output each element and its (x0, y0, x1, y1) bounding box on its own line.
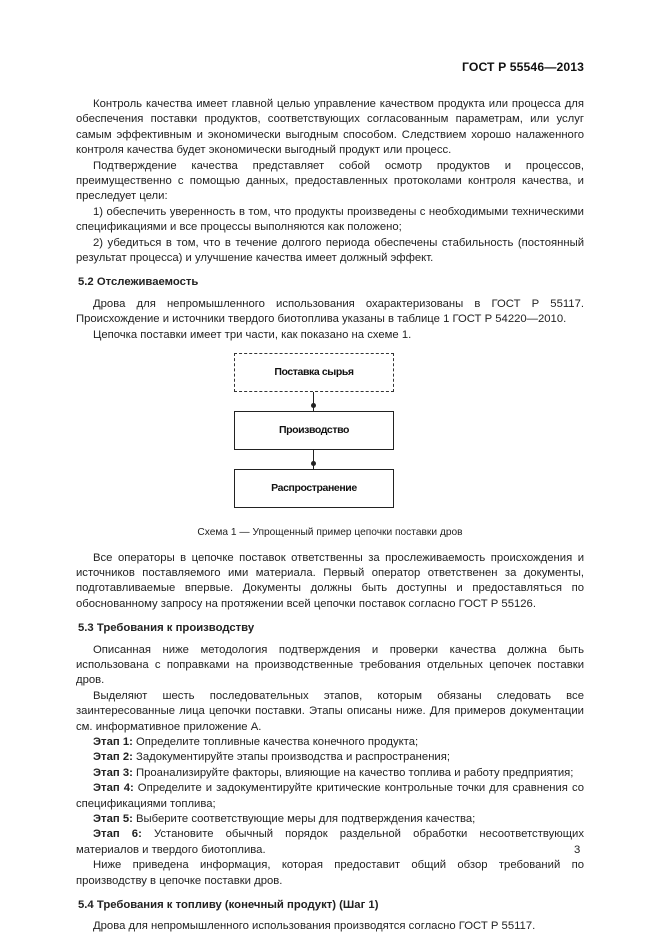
diagram-connector-2 (313, 450, 314, 469)
standard-header: ГОСТ Р 55546—2013 (462, 60, 584, 74)
step-label: Этап 6: (93, 828, 142, 841)
list-item-goal-2: 2) убедиться в том, что в течение долгого периода обеспечены стабильность (постоянный результат процесса) и улучшение качества имеет должный эффект. (76, 236, 584, 265)
step-text: Задокументируйте этапы производства и распространения; (132, 751, 450, 764)
page-content (76, 97, 584, 935)
step-text: Определите и задокументируйте критические контрольные точки для сравнения со спецификациями топлива; (76, 782, 585, 810)
paragraph-six-stages: Выделяют шесть последовательных этапов, которым обязаны следовать все заинтересованные лица цепочки поставки. Этапы описаны ниже. Для примеров документации см. информативное приложение А. (76, 689, 584, 733)
step-text: Выберите соответствующие меры для подтверждения качества; (132, 813, 476, 825)
step-1 (76, 735, 584, 750)
diagram-box-raw-supply: Поставка сырья (234, 353, 394, 392)
list-item-goal-1: 1) обеспечить уверенность в том, что продукты произведены с необходимыми техническими спецификациями и все процессы выполняются как положено; (76, 205, 584, 234)
connector-dot-icon (311, 461, 316, 466)
paragraph-operators-responsible: Все операторы в цепочке поставок ответственны за прослеживаемость происхождения и источников поставляемого ими материала. Первый оператор ответственен за документы, подготавливаемые впервые. Документы должны быть доступны и предоставляться по обоснованному запросу на протяжении всей цепочки поставок согласно ГОСТ Р 55126. (76, 551, 584, 610)
paragraph-quality-control: Контроль качества имеет главной целью управление качеством продукта или процесса для обеспечения поставки продуктов, соответствующих согласованным параметрам, или услуг самым эффективным и экономически выгодным способом. Следствием хорошо налаженного контроля качества будет экономически выгодный продукт или процесс. (76, 98, 584, 157)
supply-chain-diagram (76, 349, 584, 517)
section-heading-5-3: 5.3 Требования к производству (78, 622, 255, 635)
connector-dot-icon (311, 403, 316, 408)
paragraph-overview: Ниже приведена информация, которая предоставит общий обзор требований по производству в цепочке поставки дров. (76, 859, 584, 887)
step-text: Установите обычный порядок раздельной обработки несоответствующих материалов и твердого биотоплива. (76, 828, 585, 856)
diagram-caption: Схема 1 — Упрощенный пример цепочки поставки дров (197, 527, 463, 539)
paragraph-methodology: Описанная ниже методология подтверждения и проверки качества должна быть использована с поправками на производственные требования отдельных цепочек поставки дров. (76, 643, 584, 687)
paragraph-quality-assurance: Подтверждение качества представляет собой осмотр продуктов и процессов, преимущественно с помощью данных, предоставленных протоколами контроля качества, и преследует цели: (76, 159, 584, 203)
step-3 (76, 766, 584, 781)
paragraph-firewood-characterized: Дрова для непромышленного использования охарактеризованы в ГОСТ Р 55117. Происхождение и источники твердого биотоплива указаны в таблице 1 ГОСТ Р 54220—2010. (76, 297, 584, 326)
paragraph-firewood-produced: Дрова для непромышленного использования производятся согласно ГОСТ Р 55117. (93, 920, 536, 933)
step-label: Этап 3: (93, 766, 133, 779)
step-text: Проанализируйте факторы, влияющие на качество топлива и работу предприятия; (132, 766, 574, 779)
step-label: Этап 2: (93, 751, 133, 764)
diagram-box-production: Производство (234, 411, 394, 450)
diagram-connector-1 (313, 392, 314, 411)
step-5 (76, 812, 584, 827)
step-6 (76, 827, 584, 858)
step-4 (76, 781, 584, 812)
page-number: 3 (574, 844, 581, 856)
paragraph-supply-chain-parts: Цепочка поставки имеет три части, как показано на схеме 1. (93, 328, 412, 341)
section-heading-5-2: 5.2 Отслеживаемость (78, 276, 199, 289)
step-2 (76, 750, 584, 765)
step-label: Этап 4: (93, 782, 134, 795)
step-text: Определите топливные качества конечного продукта; (132, 735, 419, 748)
step-label: Этап 1: (93, 735, 133, 748)
step-label: Этап 5: (93, 813, 133, 825)
section-heading-5-4: 5.4 Требования к топливу (конечный продукт) (Шаг 1) (78, 899, 379, 912)
diagram-box-distribution: Распространение (234, 469, 394, 508)
